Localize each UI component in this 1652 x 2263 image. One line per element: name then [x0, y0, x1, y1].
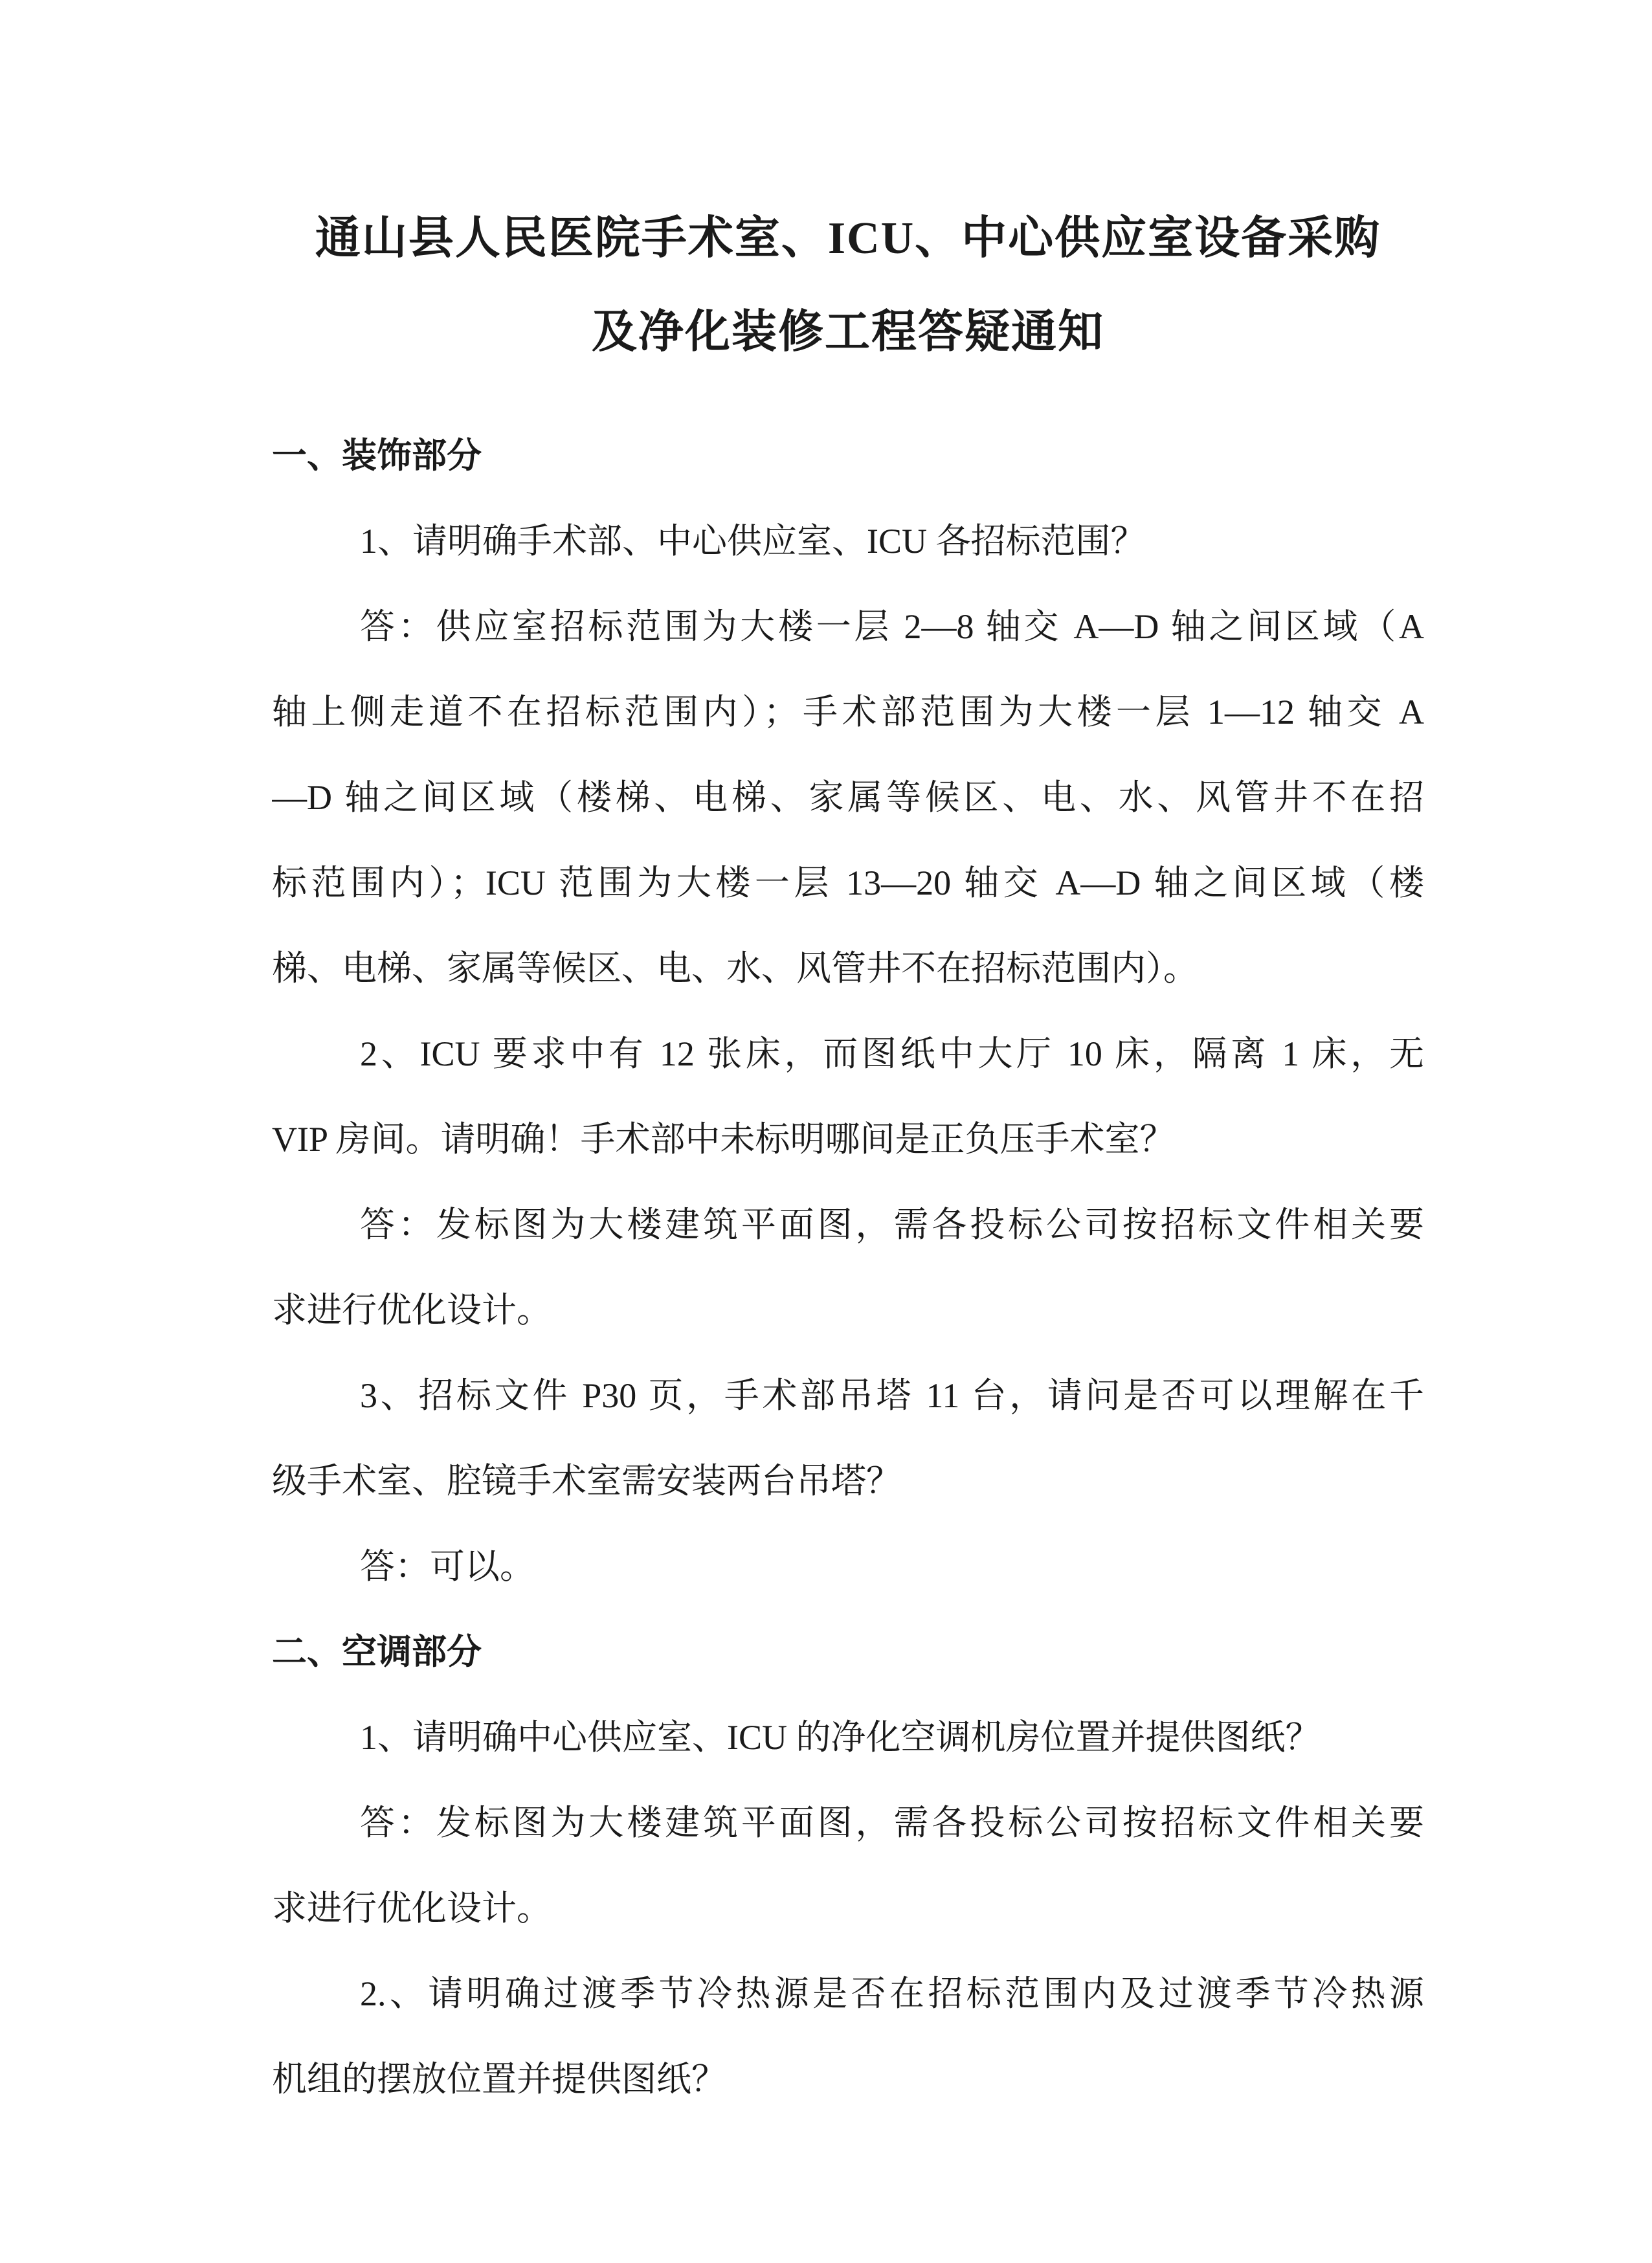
s1-q1: 1、请明确手术部、中心供应室、ICU 各招标范围？	[360, 522, 1146, 561]
s1-q3-1: 3、招标文件 P30 页，手术部吊塔 11 台，请问是否可以理解在千	[360, 1376, 1424, 1415]
s1-q3-2: 级手术室、腔镜手术室需安装两台吊塔？	[272, 1462, 901, 1500]
s1-a1-5: 梯、电梯、家属等候区、电、水、风管井不在招标范围内）。	[272, 949, 1198, 988]
s2-q2-2: 机组的摆放位置并提供图纸？	[272, 2060, 726, 2099]
s1-a3: 答：可以。	[360, 1547, 535, 1586]
s1-a1-2: 轴上侧走道不在招标范围内）；手术部范围为大楼一层 1—12 轴交 A	[272, 693, 1424, 731]
s1-q2-1: 2、ICU 要求中有 12 张床，而图纸中大厅 10 床，隔离 1 床，无	[360, 1034, 1424, 1073]
s1-a2-1: 答：发标图为大楼建筑平面图，需各投标公司按招标文件相关要	[360, 1205, 1424, 1244]
s2-a1-2: 求进行优化设计。	[272, 1889, 552, 1928]
document-body	[272, 413, 1424, 2122]
section-1-heading: 一、装饰部分	[272, 436, 482, 475]
s1-a2-2: 求进行优化设计。	[272, 1291, 552, 1330]
document-content	[272, 192, 1424, 2122]
s2-q2-1: 2.、请明确过渡季节冷热源是否在招标范围内及过渡季节冷热源	[360, 1974, 1424, 2013]
s2-q1: 1、请明确中心供应室、ICU 的净化空调机房位置并提供图纸？	[360, 1718, 1321, 1757]
s1-a1-1: 答：供应室招标范围为大楼一层 2—8 轴交 A—D 轴之间区域（A	[360, 607, 1424, 646]
document-title-line-2: 及净化装修工程答疑通知	[592, 307, 1104, 357]
section-2-heading: 二、空调部分	[272, 1633, 482, 1671]
s1-a1-3: —D 轴之间区域（楼梯、电梯、家属等候区、电、水、风管井不在招	[272, 778, 1424, 817]
document-title-line-1: 通山县人民医院手术室、ICU、中心供应室设备采购	[315, 214, 1381, 263]
s2-a1-1: 答：发标图为大楼建筑平面图，需各投标公司按招标文件相关要	[360, 1803, 1424, 1842]
s1-q2-2: VIP 房间。请明确！手术部中未标明哪间是正负压手术室？	[272, 1120, 1175, 1159]
s1-a1-4: 标范围内）；ICU 范围为大楼一层 13—20 轴交 A—D 轴之间区域（楼	[272, 864, 1424, 902]
